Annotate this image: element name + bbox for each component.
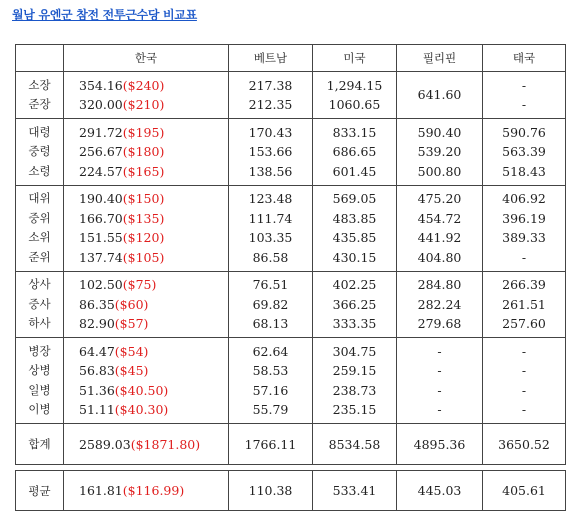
korea-value [79,342,228,362]
philippines-value: - [437,402,442,417]
rank-cell [16,119,64,186]
vietnam-value: 153.66 [248,144,293,159]
rank-label: 준장 [28,97,51,111]
korea-dollar-amount: ($135) [122,210,165,226]
korea-base-amount: 291.72 [79,124,123,140]
korea-dollar-amount: ($150) [122,191,165,206]
average-thailand: 405.61 [483,471,566,511]
rank-cell [16,72,64,119]
thailand-value: - [521,402,527,417]
vietnam-value: 123.48 [248,191,293,206]
korea-base-amount: 86.35 [79,296,115,312]
rank-label: 중사 [28,296,51,311]
philippines-value: 590.40 [417,124,462,140]
korea-dollar-amount: ($75) [122,277,157,292]
korea-dollar-amount: ($120) [122,230,165,245]
korea-dollar-amount: ($165) [122,163,165,179]
rank-label: 중령 [28,144,51,158]
rank-label: 중위 [28,210,51,225]
rank-cell [16,271,64,338]
korea-dollar-amount: ($240) [122,77,165,93]
thailand-value: - [521,343,527,359]
usa-value: 366.25 [332,296,377,312]
korea-value [79,228,228,248]
document-title: 월남 유엔군 참전 전투근수당 비교표 [12,8,197,22]
philippines-cell [397,72,483,119]
usa-value: 1,294.15 [326,77,383,93]
rank-label: 하사 [28,316,51,330]
thailand-value: - [521,77,527,93]
rank-label: 소위 [28,230,51,244]
korea-dollar-amount: ($210) [122,97,165,112]
philippines-value: 284.80 [417,277,462,292]
usa-value: 1060.65 [328,97,381,112]
korea-value [79,361,228,381]
thailand-value: 518.43 [502,163,546,179]
thailand-value: 261.51 [502,296,546,312]
thailand-value: 406.92 [502,191,546,206]
vietnam-value: 55.79 [252,402,289,417]
usa-value: 238.73 [332,382,377,398]
korea-base-amount: 82.90 [79,316,115,331]
rank-label: 일병 [28,382,51,397]
korea-base-amount: 166.70 [79,210,123,226]
korea-dollar-amount: ($40.50) [114,382,169,398]
korea-value [79,381,228,401]
korea-value [79,209,228,229]
thailand-cell [483,338,566,424]
vietnam-value: 62.64 [252,343,289,359]
thailand-cell [483,119,566,186]
thailand-cell [483,185,566,271]
korea-value [79,76,228,96]
philippines-value: - [437,382,442,398]
philippines-value: - [437,343,442,359]
thailand-value: - [521,363,527,378]
usa-value: 483.85 [332,210,377,226]
vietnam-cell [229,338,313,424]
thailand-value: - [521,382,527,398]
rank-label: 소장 [28,77,51,92]
korea-value [79,314,228,334]
thailand-cell [483,271,566,338]
total-philippines: 4895.36 [397,424,483,465]
korea-cell [64,338,229,424]
korea-cell [64,185,229,271]
korea-value [79,189,228,209]
rank-group-row [16,185,566,271]
korea-base-amount: 256.67 [79,144,123,159]
korea-base-amount: 137.74 [79,249,123,265]
rank-group-row [16,271,566,338]
vietnam-value: 69.82 [252,296,289,312]
rank-cell [16,338,64,424]
usa-value: 430.15 [332,249,377,265]
rank-label: 병장 [28,343,51,358]
usa-cell [313,72,397,119]
korea-dollar-amount: ($40.30) [114,402,169,417]
korea-base-amount: 224.57 [79,163,123,179]
philippines-value: 404.80 [417,249,462,265]
thailand-value: 563.39 [502,144,546,159]
usa-value: 601.45 [332,163,377,179]
total-vietnam: 1766.11 [229,424,313,465]
korea-base-amount: 151.55 [79,230,123,245]
average-row [16,471,566,511]
korea-base-amount: 56.83 [79,363,115,378]
usa-cell [313,271,397,338]
rank-cell [16,185,64,271]
thailand-value: 389.33 [502,230,546,245]
thailand-value: 396.19 [502,210,546,226]
thailand-value: - [521,249,527,265]
philippines-value: 539.20 [417,144,462,159]
thailand-value: 257.60 [502,316,546,331]
header-korea: 한국 [64,45,229,72]
korea-value [79,123,228,143]
average-philippines: 445.03 [397,471,483,511]
vietnam-value: 138.56 [248,163,293,179]
rank-label: 상병 [28,363,51,377]
rank-group-row [16,338,566,424]
thailand-cell [483,72,566,119]
header-row [16,45,566,72]
vietnam-value: 86.58 [252,249,289,265]
korea-cell [64,271,229,338]
korea-dollar-amount: ($45) [114,363,149,378]
vietnam-value: 76.51 [252,277,289,292]
korea-value [79,162,228,182]
philippines-value: 279.68 [417,316,462,331]
total-thailand: 3650.52 [483,424,566,465]
philippines-value: - [437,363,442,378]
korea-dollar-amount: ($60) [114,296,149,312]
allowance-comparison-table [15,44,566,465]
korea-base-amount: 190.40 [79,191,123,206]
thailand-value: - [521,97,527,112]
korea-dollar-amount: ($180) [122,144,165,159]
vietnam-cell [229,185,313,271]
korea-value [79,295,228,315]
rank-label: 대령 [28,124,51,139]
average-vietnam: 110.38 [229,471,313,511]
usa-value: 569.05 [332,191,377,206]
vietnam-value: 170.43 [248,124,293,140]
usa-value: 833.15 [332,124,377,140]
usa-cell [313,338,397,424]
korea-base-amount: 51.11 [79,402,115,417]
korea-value [79,142,228,162]
header-thailand: 태국 [483,45,566,72]
korea-dollar-amount: ($57) [114,316,149,331]
vietnam-value: 111.74 [248,210,293,226]
total-label: 합계 [16,424,64,465]
korea-value [79,275,228,295]
usa-value: 304.75 [332,343,377,359]
vietnam-cell [229,72,313,119]
total-korea: 2589.03($1871.80) [64,424,229,465]
korea-base-amount: 64.47 [79,343,115,359]
vietnam-value: 212.35 [248,97,293,112]
usa-value: 402.25 [332,277,377,292]
rank-label: 준위 [28,249,51,264]
korea-dollar-amount: ($105) [122,249,165,265]
vietnam-cell [229,271,313,338]
thailand-value: 266.39 [502,277,546,292]
vietnam-value: 58.53 [252,363,289,378]
usa-cell [313,119,397,186]
korea-base-amount: 320.00 [79,97,123,112]
philippines-value: 282.24 [417,296,462,312]
vietnam-value: 68.13 [252,316,289,331]
total-usa: 8534.58 [313,424,397,465]
philippines-value: 441.92 [417,230,462,245]
korea-dollar-amount: ($195) [122,124,165,140]
korea-cell [64,119,229,186]
rank-group-row [16,119,566,186]
header-usa: 미국 [313,45,397,72]
philippines-cell [397,338,483,424]
vietnam-value: 103.35 [248,230,293,245]
korea-value [79,95,228,115]
rank-label: 상사 [28,277,51,291]
header-vietnam: 베트남 [229,45,313,72]
philippines-value: 500.80 [417,163,462,179]
vietnam-value: 57.16 [252,382,289,398]
korea-cell [64,72,229,119]
rank-group-row [16,72,566,119]
korea-base-amount: 354.16 [79,77,123,93]
total-row [16,424,566,465]
average-korea: 161.81($116.99) [64,471,229,511]
average-table [15,470,566,511]
korea-base-amount: 51.36 [79,382,115,398]
average-label: 평균 [16,471,64,511]
usa-value: 435.85 [332,230,377,245]
thailand-value: 590.76 [502,124,546,140]
average-usa: 533.41 [313,471,397,511]
korea-dollar-amount: ($54) [114,343,149,359]
vietnam-cell [229,119,313,186]
usa-value: 686.65 [332,144,377,159]
vietnam-value: 217.38 [248,77,293,93]
usa-cell [313,185,397,271]
philippines-cell [397,185,483,271]
philippines-cell [397,119,483,186]
philippines-cell [397,271,483,338]
philippines-value: 475.20 [417,191,462,206]
korea-value [79,248,228,268]
korea-value [79,400,228,420]
usa-value: 259.15 [332,363,377,378]
usa-value: 235.15 [332,402,377,417]
header-rank [16,45,64,72]
header-philippines: 필리핀 [397,45,483,72]
philippines-value: 641.60 [417,87,462,103]
philippines-value: 454.72 [417,210,462,226]
korea-base-amount: 102.50 [79,277,123,292]
rank-label: 소령 [28,163,51,178]
rank-label: 이병 [28,402,51,416]
usa-value: 333.35 [332,316,377,331]
rank-label: 대위 [28,191,51,205]
